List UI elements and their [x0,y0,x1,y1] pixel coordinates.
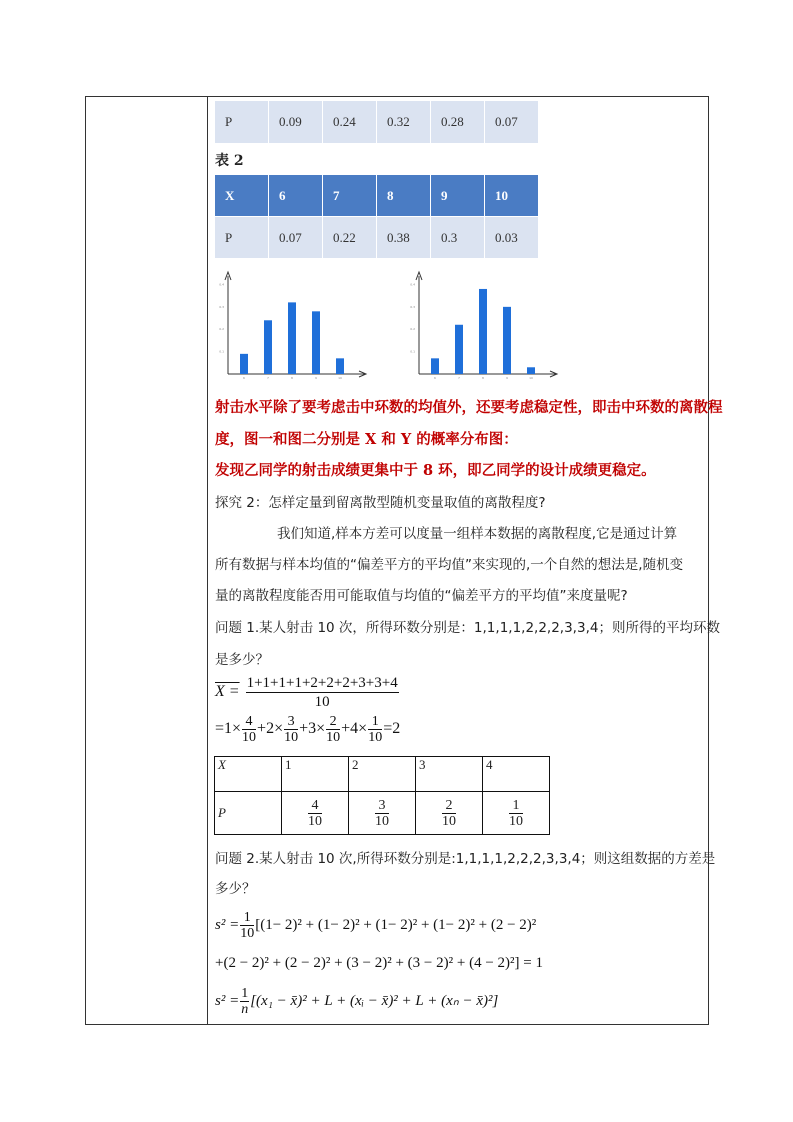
term: +3× [299,720,326,738]
bar [288,302,296,374]
bar [312,311,320,374]
table-2-title: 表 2 [215,153,244,169]
variance-formula-line2: +(2 − 2)² + (2 − 2)² + (3 − 2)² + (3 − 2)² + (4 − 2)²] = 1 [215,955,543,971]
y-tick-label: 0.1 [219,349,224,354]
bar [264,320,272,374]
frac-num: 1 [368,714,382,730]
table-1-cell: 0.28 [431,101,484,143]
frac-den: 10 [375,813,389,829]
bar-chart-2 [405,268,565,386]
bar [336,358,344,374]
table-2-cell: 0.38 [377,217,430,258]
frac-num: 1 [241,986,249,1001]
bar [431,358,439,374]
s2-symbol: s² = [215,916,240,933]
x-tick-label: 9 [315,376,317,380]
x-tick-label: 8 [482,376,484,380]
para-variance-line1: 我们知道,样本方差可以度量一组样本数据的离散程度,它是通过计算 [277,526,678,542]
bar-chart-1 [214,268,374,386]
table-1-cell: 0.07 [485,101,538,143]
mean-formula [215,674,400,711]
bar [479,289,487,374]
variance-formula-line1 [215,910,536,941]
frac-den: 10 [242,730,257,745]
table-2-header: 7 [323,175,376,216]
para-variance-line2: 所有数据与样本均值的“偏差平方的平均值”来实现的,一个自然的想法是,随机变 [215,557,684,573]
term: =1× [215,720,242,738]
table-2-cell: 0.03 [485,217,538,258]
frac-den: 10 [442,813,456,829]
frac-den: 10 [368,730,383,745]
term: +2× [257,720,284,738]
mean-expansion [215,714,400,745]
question-1-line2: 是多少？ [215,652,269,668]
probability-table [214,756,550,835]
explore-2-heading: 探究 2：怎样定量到留离散型随机变量取值的离散程度? [215,495,546,511]
table-2-header: 9 [431,175,484,216]
s2-symbol: s² = [215,992,240,1009]
frac-num: 4 [308,798,322,814]
bar [503,307,511,374]
ptable-p-value [282,792,349,835]
x-tick-label: 10 [338,376,342,380]
ptable-p-label: P [215,792,282,835]
y-tick-label: 0.4 [410,282,415,287]
general-terms: [(x₁ − x̄)² + L + (xᵢ − x̄)² + L + (xₙ − x̄)²] [250,992,499,1009]
bar [240,354,248,374]
question-2-line1: 问题 2.某人射击 10 次,所得环数分别是:1,1,1,1,2,2,2,3,3,4；则这组数据的方差是 [215,851,716,867]
table-2-header: X [215,175,268,216]
para-stability-line1: 射击水平除了要考虑击中环数的均值外，还要考虑稳定性，即击中环数的离散程 [215,399,723,416]
variance-terms: [(1− 2)² + (1− 2)² + (1− 2)² + (1− 2)² + (2 − 2)² [255,916,537,933]
para-conclusion: 发现乙同学的射击成绩更集中于 8 环，即乙同学的设计成绩更稳定。 [215,462,656,479]
table-2-row-label: P [215,217,268,258]
y-tick-label: 0.3 [219,304,224,309]
x-tick-label: 6 [243,376,245,380]
ptable-p-value [416,792,483,835]
y-tick-label: 0.2 [410,327,415,332]
frac-den: n [241,1002,249,1017]
ptable-p-value [483,792,550,835]
x-tick-label: 8 [291,376,293,380]
mean-denominator: 10 [314,694,330,710]
para-variance-line3: 量的离散程度能否用可能取值与均值的“偏差平方的平均值”来度量呢? [215,588,628,604]
table-2-cell: 0.3 [431,217,484,258]
table-2-cell: 0.07 [269,217,322,258]
table-1 [214,100,539,144]
table-2-header: 10 [485,175,538,216]
ptable-x-value: 1 [282,757,349,792]
bar [527,367,535,374]
ptable-x-value: 3 [416,757,483,792]
frac-num: 1 [240,910,254,926]
column-divider [207,96,208,1025]
frac-den: 10 [240,926,255,941]
table-1-cell: 0.09 [269,101,322,143]
frac-num: 1 [509,798,523,814]
ptable-x-value: 2 [349,757,416,792]
frac-den: 10 [284,730,299,745]
table-2-header: 8 [377,175,430,216]
y-tick-label: 0.3 [410,304,415,309]
x-tick-label: 7 [458,376,460,380]
frac-den: 10 [308,813,322,829]
table-2 [214,174,539,259]
bar [455,325,463,374]
x-tick-label: 6 [434,376,436,380]
ptable-p-value [349,792,416,835]
y-tick-label: 0.4 [219,282,224,287]
variance-general-formula [215,986,498,1017]
table-2-cell: 0.22 [323,217,376,258]
frac-num: 2 [442,798,456,814]
frac-num: 3 [284,714,298,730]
mean-lhs: X = [215,683,240,701]
table-1-cell: 0.24 [323,101,376,143]
table-2-header: 6 [269,175,322,216]
frac-num: 4 [242,714,256,730]
mean-numerator: 1+1+1+1+2+2+2+3+3+4 [246,675,398,691]
x-tick-label: 7 [267,376,269,380]
term: +4× [341,720,368,738]
table-1-cell: 0.32 [377,101,430,143]
ptable-x-value: 4 [483,757,550,792]
term: =2 [383,720,401,738]
frac-num: 3 [375,798,389,814]
question-1-line1: 问题 1.某人射击 10 次，所得环数分别是：1,1,1,1,2,2,2,3,3,4；则所得的平均环数 [215,620,720,636]
y-tick-label: 0.2 [219,327,224,332]
ptable-x-label: X [215,757,282,792]
x-tick-label: 10 [529,376,533,380]
frac-den: 10 [326,730,341,745]
frac-num: 2 [326,714,340,730]
para-stability-line2: 度，图一和图二分别是 X 和 Y 的概率分布图： [215,431,518,448]
frac-den: 10 [509,813,523,829]
x-tick-label: 9 [506,376,508,380]
question-2-line2: 多少？ [215,881,256,897]
y-tick-label: 0.1 [410,349,415,354]
table-1-row-label: P [215,101,268,143]
